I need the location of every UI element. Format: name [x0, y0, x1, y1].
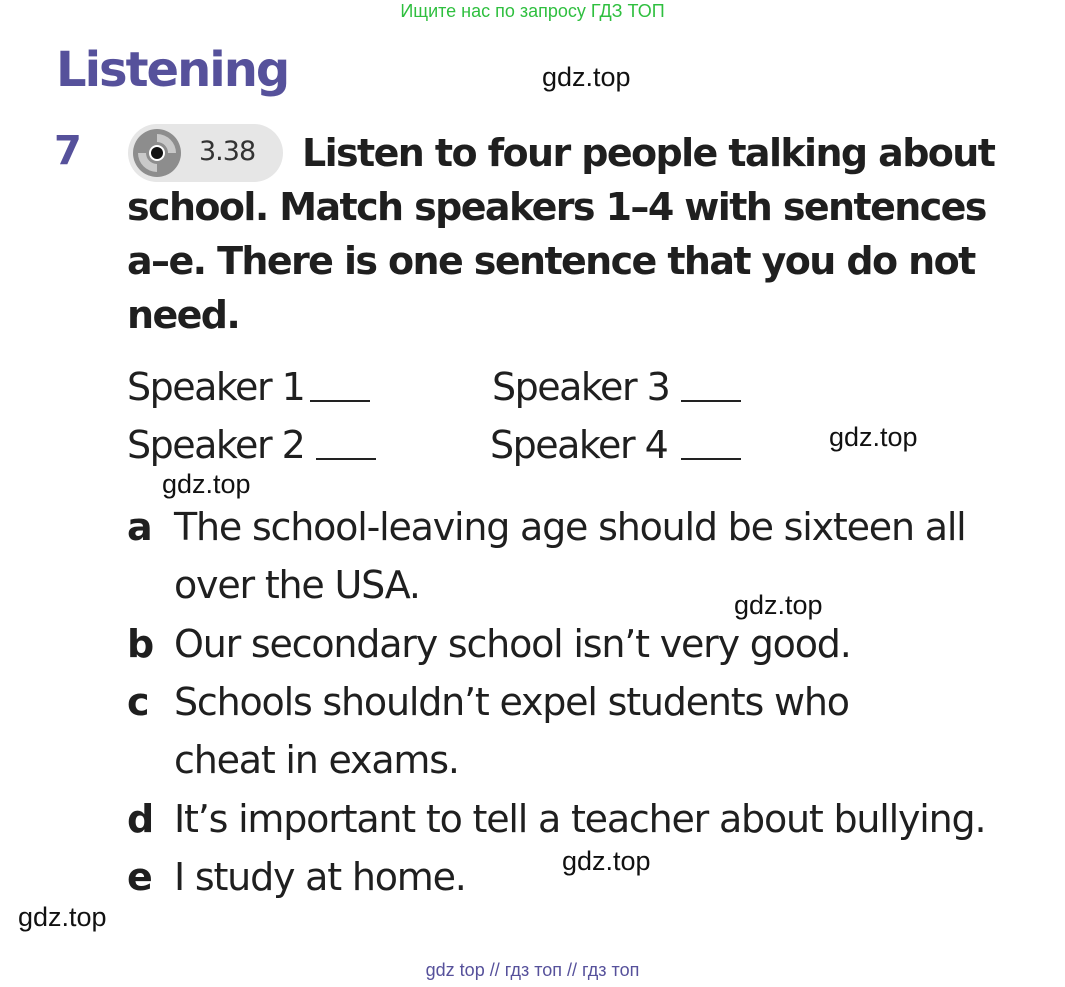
- instruction-line: need.: [127, 293, 240, 337]
- watermark: gdz.top: [162, 469, 251, 499]
- option-letter-d: d: [127, 797, 155, 841]
- footer-links: gdz top // гдз топ // гдз топ: [425, 960, 640, 980]
- speaker-2-blank[interactable]: [316, 458, 376, 460]
- speaker-label-1: Speaker 1: [127, 365, 305, 409]
- instruction-line: Listen to four people talking about: [302, 131, 995, 175]
- option-c-text-cont: cheat in exams.: [174, 738, 459, 782]
- instruction-line: school. Match speakers 1–4 with sentences: [127, 185, 986, 229]
- watermark: gdz.top: [829, 422, 918, 452]
- top-banner: Ищите нас по запросу ГДЗ ТОП: [400, 1, 665, 21]
- speaker-3-blank[interactable]: [681, 400, 741, 402]
- option-letter-a: a: [127, 505, 153, 549]
- speaker-label-2: Speaker 2: [127, 423, 305, 467]
- option-a-text-cont: over the USA.: [174, 563, 420, 607]
- watermark: gdz.top: [542, 62, 631, 92]
- option-letter-c: c: [127, 680, 150, 724]
- watermark: gdz.top: [18, 902, 107, 932]
- option-b-text: Our secondary school isn’t very good.: [174, 622, 851, 666]
- section-title: Listening: [56, 42, 289, 98]
- instruction-line: a–e. There is one sentence that you do not: [127, 239, 975, 283]
- watermark: gdz.top: [562, 846, 651, 876]
- speaker-1-blank[interactable]: [310, 400, 370, 402]
- option-c-text: Schools shouldn’t expel students who: [174, 680, 849, 724]
- speaker-label-3: Speaker 3: [492, 365, 670, 409]
- speaker-label-4: Speaker 4: [490, 423, 668, 467]
- option-d-text: It’s important to tell a teacher about bullying.: [174, 797, 986, 841]
- audio-disc-icon: [132, 128, 182, 178]
- watermark: gdz.top: [734, 590, 823, 620]
- audio-track-badge[interactable]: [128, 124, 283, 182]
- exercise-number: 7: [54, 128, 82, 174]
- option-e-text: I study at home.: [174, 855, 466, 899]
- speaker-4-blank[interactable]: [681, 458, 741, 460]
- option-letter-e: e: [127, 855, 153, 899]
- audio-track-number: 3.38: [199, 136, 256, 167]
- option-letter-b: b: [127, 622, 155, 666]
- option-a-text: The school-leaving age should be sixteen all: [174, 505, 966, 549]
